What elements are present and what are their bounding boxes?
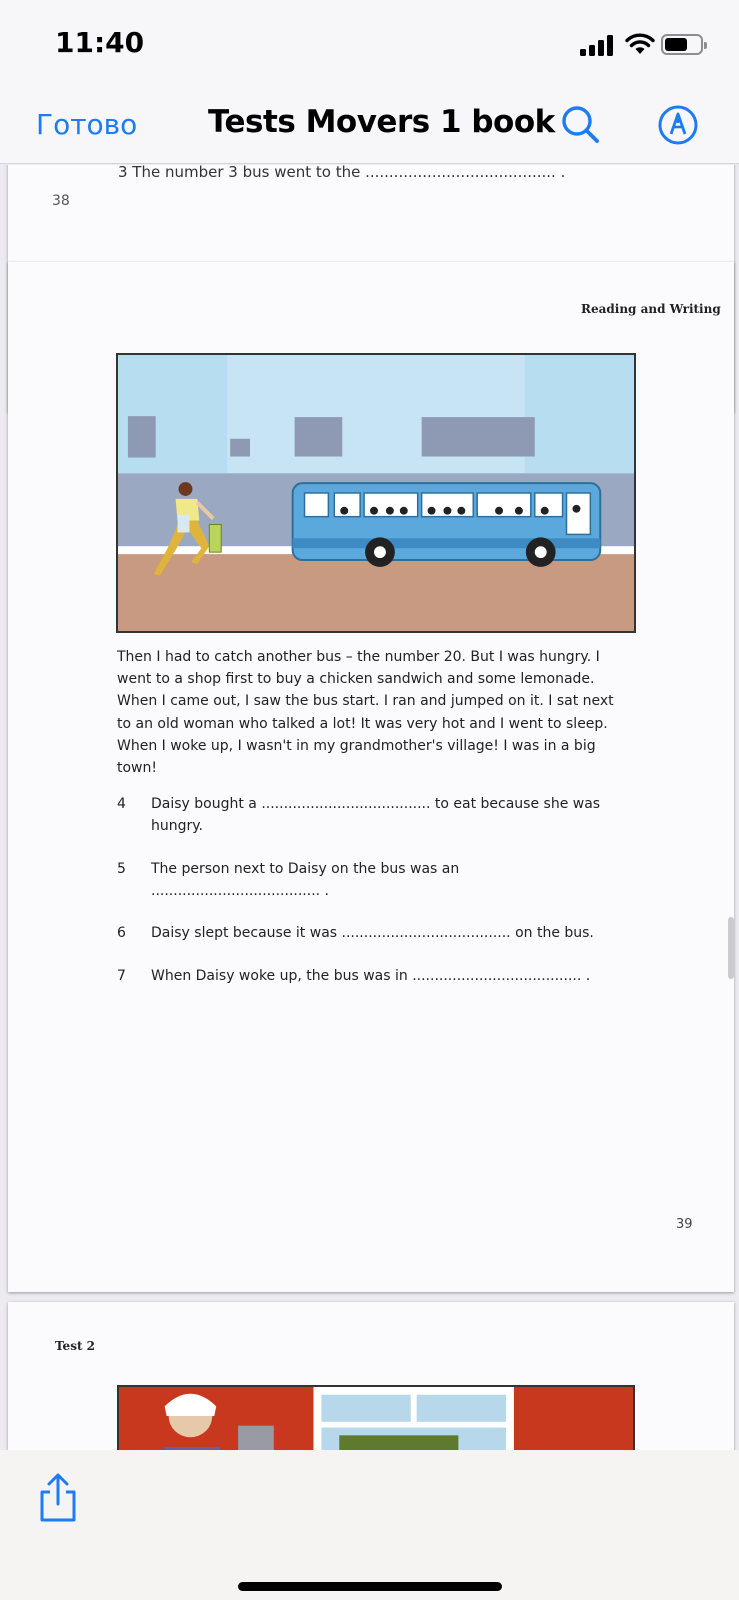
wifi-icon: [625, 32, 655, 56]
status-time: 11:40: [55, 26, 145, 59]
scroll-indicator[interactable]: [728, 917, 734, 979]
question-text: When Daisy woke up, the bus was in ...................................... .: [151, 968, 591, 984]
page-39: [8, 262, 734, 1292]
search-icon: [558, 102, 604, 148]
page-number: 38: [52, 193, 70, 209]
markup-pen-icon: [656, 103, 700, 147]
question-number: 4: [117, 796, 126, 812]
page-40: [8, 1302, 734, 1450]
share-icon: [36, 1472, 80, 1524]
question-text: Daisy slept because it was ...................................... on the bus.: [151, 925, 594, 941]
markup-button[interactable]: [656, 103, 700, 147]
story-line: went to a shop first to buy a chicken sandwich and some lemonade.: [117, 671, 595, 688]
story-line: When I woke up, I wasn't in my grandmother's village! I was in a big: [117, 737, 596, 754]
search-button[interactable]: [558, 102, 604, 148]
question-text-line2: hungry.: [151, 818, 204, 834]
question-text: The person next to Daisy on the bus was an: [151, 861, 460, 877]
question-number: 6: [117, 925, 126, 941]
question-number: 5: [117, 861, 126, 877]
question-text-line2: ...................................... .: [151, 883, 330, 899]
cut-off-question: 3 The number 3 bus went to the ........................................ .: [118, 165, 566, 181]
story-line: When I came out, I saw the bus start. I ran and jumped on it. I sat next: [117, 693, 614, 710]
story-line: town!: [117, 760, 157, 777]
page-number: 39: [676, 1217, 693, 1232]
question-text: Daisy bought a ...................................... to eat because she was: [151, 796, 601, 812]
battery-icon: [661, 34, 703, 55]
story-text: [117, 646, 642, 779]
section-header: Reading and Writing: [581, 302, 721, 316]
question-number: 7: [117, 968, 126, 984]
story-line: to an old woman who talked a lot! It was very hot and I went to sleep.: [117, 715, 608, 732]
nav-bar: [0, 88, 739, 164]
next-page-illustration: [117, 1385, 635, 1450]
home-indicator: [238, 1582, 502, 1591]
story-line: Then I had to catch another bus – the number 20. But I was hungry. I: [117, 649, 600, 665]
cellular-signal-icon: [580, 34, 616, 56]
share-button[interactable]: [36, 1472, 80, 1524]
document-viewport[interactable]: [0, 165, 739, 1450]
bottom-toolbar: [0, 1450, 739, 1600]
done-button[interactable]: Готово: [36, 108, 138, 141]
status-bar: [0, 0, 739, 88]
next-page-header: Test 2: [55, 1339, 96, 1353]
bus-illustration: [116, 353, 636, 633]
document-title: Tests Movers 1 book: [208, 104, 555, 140]
